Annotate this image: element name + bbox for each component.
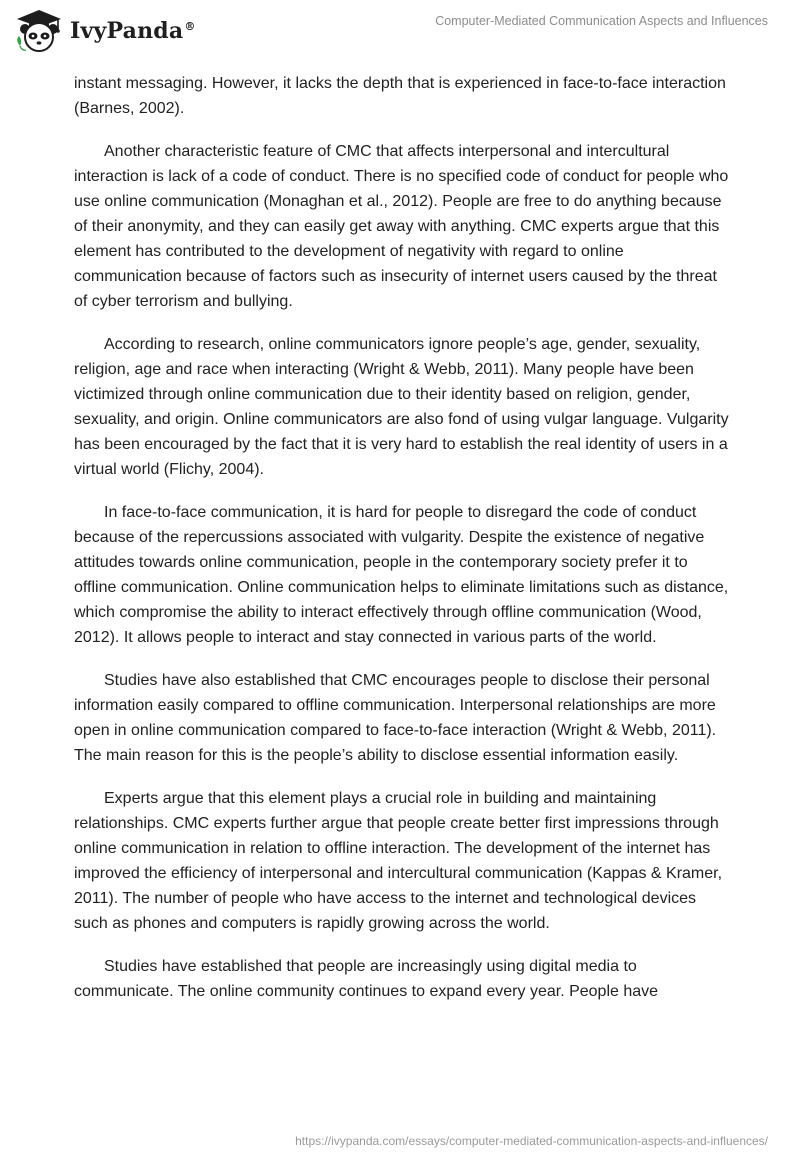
page-header bbox=[0, 0, 800, 70]
paragraph: Studies have also established that CMC encourages people to disclose their personal information easily compared to offline communication. Interpersonal relationships are more open in online communication compared to face-to-face interaction (Wright & Webb, 2011). The main reason for this is the people’s ability to disclose essential information easily. bbox=[74, 672, 717, 764]
ivypanda-logo[interactable] bbox=[14, 8, 196, 54]
running-title: Computer-Mediated Communication Aspects and Influences bbox=[435, 14, 768, 28]
paragraph: Experts argue that this element plays a crucial role in building and maintaining relationships. CMC experts further argue that people create better first impressions through online communication in relation to offline interaction. The development of the internet has improved the efficiency of interpersonal and intercultural communication (Kappas & Kramer, 2011). The number of people who have access to the internet and technological devices such as phones and computers is rapidly growing across the world. bbox=[74, 790, 723, 932]
paragraph: Another characteristic feature of CMC that affects interpersonal and intercultural interaction is lack of a code of conduct. There is no specified code of conduct for people who use online communication (Monaghan et al., 2012). People are free to do anything because of their anonymity, and they can easily get away with anything. CMC experts argue that this element has contributed to the development of negativity with regard to online communication because of factors such as insecurity of internet users caused by the threat of cyber terrorism and bullying. bbox=[74, 143, 729, 310]
paragraph: instant messaging. However, it lacks the depth that is experienced in face-to-face interaction (Barnes, 2002). bbox=[74, 75, 726, 117]
paragraph: According to research, online communicators ignore people’s age, gender, sexuality, religion, age and race when interacting (Wright & Webb, 2011). Many people have been victimized through online communication due to their identity based on religion, gender, sexuality, and origin. Online communicators are also fond of using vulgar language. Vulgarity has been encouraged by the fact that it is very hard to establish the real identity of users in a virtual world (Flichy, 2004). bbox=[74, 336, 729, 478]
paragraph: Studies have established that people are increasingly using digital media to communicate. The online community continues to expand every year. People have bbox=[74, 958, 659, 1000]
paragraph: In face-to-face communication, it is hard for people to disregard the code of conduct because of the repercussions associated with vulgarity. Despite the existence of negative attitudes towards online communication, people in the contemporary society prefer it to offline communication. Online communication helps to eliminate limitations such as distance, which compromise the ability to interact effectively through offline communication (Wood, 2012). It allows people to interact and stay connected in various parts of the world. bbox=[74, 504, 729, 646]
panda-graduation-cap-icon bbox=[14, 8, 64, 54]
essay-body bbox=[74, 71, 734, 1022]
source-url[interactable]: https://ivypanda.com/essays/computer-mediated-communication-aspects-and-influences/ bbox=[295, 1134, 768, 1148]
registered-mark: ® bbox=[184, 19, 196, 33]
brand-name bbox=[70, 18, 196, 44]
brand-name-text: IvyPanda bbox=[70, 18, 184, 44]
